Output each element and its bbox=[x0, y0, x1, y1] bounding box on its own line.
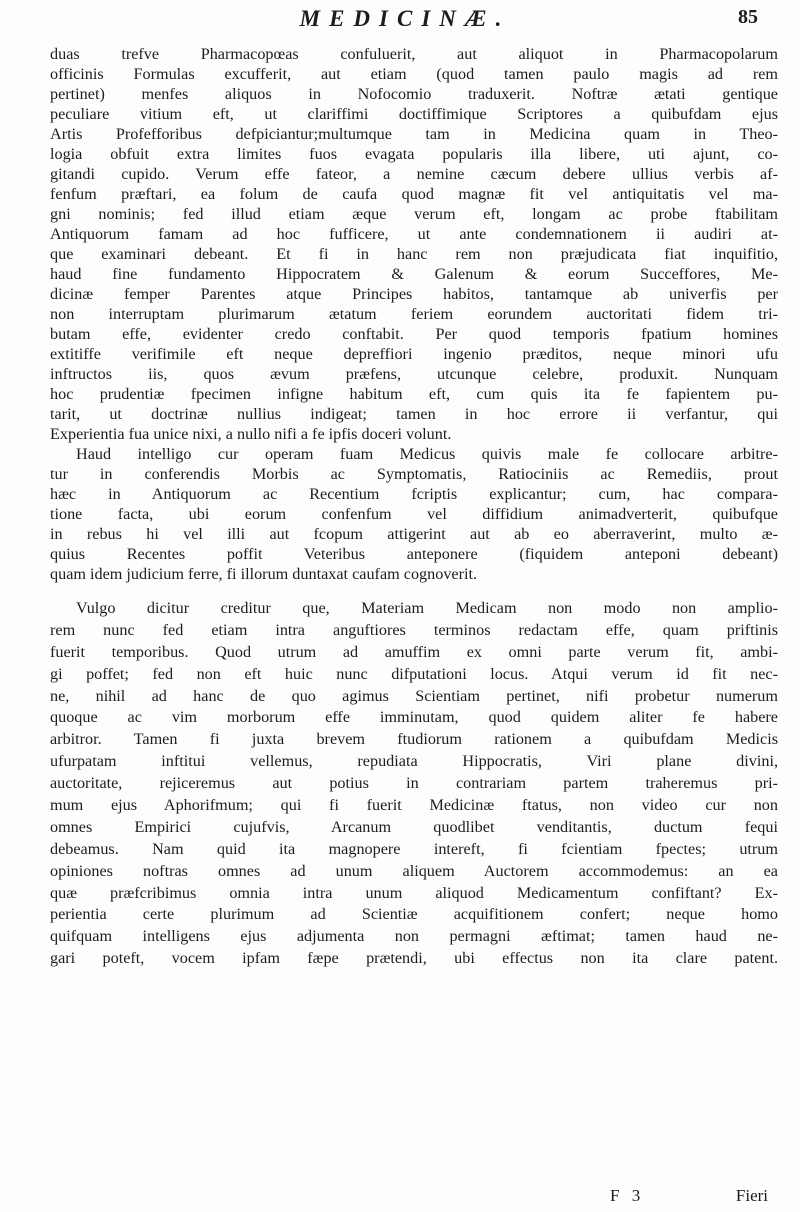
text-line: perientia certe plurimum ad Scientiæ acquifitionem confert; neque homo bbox=[50, 905, 778, 924]
text-line: ufurpatam inftitui vellemus, repudiata Hippocratis, Viri plane divini, bbox=[50, 752, 778, 771]
text-line: in rebus hi vel illi aut fcopum attigerint aut ab eo aberraverint, multo æ- bbox=[50, 525, 778, 543]
text-line: omnes Empirici cujufvis, Arcanum quodlibet venditantis, ductum fequi bbox=[50, 817, 778, 836]
paragraph bbox=[50, 44, 778, 584]
text-line: logia obfuit extra limites fuos evagata popularis illa libere, uti ajunt, co- bbox=[50, 145, 778, 163]
text-line: butam effe, evidenter credo conftabit. Per quod temporis fpatium homines bbox=[50, 325, 778, 343]
text-line: peculiare vitium eft, ut clariffimi doctiffimique Scriptores a quibufdam ejus bbox=[50, 105, 778, 123]
text-line: fenfum præftari, ea folum de caufa quod magnæ fit vel antiquitatis vel ma- bbox=[50, 185, 778, 203]
text-line: Vulgo dicitur creditur que, Materiam Medicam non modo non amplio- bbox=[76, 599, 778, 617]
paragraph bbox=[50, 598, 778, 970]
text-line: tarit, ut doctrinæ nullius indigeat; tamen in hoc errore ii verfantur, qui bbox=[50, 405, 778, 423]
text-line: Artis Profefforibus defpiciantur;multumque tam in Medicina quam in Theo- bbox=[50, 125, 778, 143]
page-number: 85 bbox=[738, 6, 758, 28]
text-line: que examinari debeant. Et fi in hanc rem non præjudicata fiat inquifitio, bbox=[50, 245, 778, 263]
text-line: inftructos iis, quos ævum præfens, utcunque celebre, produxit. Nunquam bbox=[50, 365, 778, 383]
text-line: rem nunc fed etiam intra anguftiores terminos redactam effe, quam priftinis bbox=[50, 620, 778, 639]
text-line: gari poteft, vocem ipfam fæpe prætendi, ubi effectus non ita clare patent. bbox=[50, 949, 778, 968]
text-line: extitiffe verifimile eft neque depreffiori ingenio præditos, neque minori ufu bbox=[50, 345, 778, 363]
main-text bbox=[50, 44, 778, 970]
text-line: Antiquorum famam ad hoc fufficere, ut ante condemnationem ii audiri at- bbox=[50, 225, 778, 243]
text-line: quam idem judicium ferre, fi illorum duntaxat caufam cognoverit. bbox=[50, 565, 478, 583]
text-line: fuerit temporibus. Quod utrum ad amuffim ex omni parte verum fit, ambi- bbox=[50, 642, 778, 661]
running-head bbox=[0, 6, 800, 42]
text-line: debeamus. Nam quid ita magnopere intereft, fi fcientiam fpectes; utrum bbox=[50, 839, 778, 858]
text-line: tur in conferendis Morbis ac Symptomatis, Ratiociniis ac Remediis, prout bbox=[50, 465, 778, 483]
page-footer bbox=[50, 1186, 778, 1206]
catchword: Fieri bbox=[735, 1186, 768, 1205]
text-line: gitandi cupido. Verum effe fateor, a nemine cæcum debere ullius verbis af- bbox=[50, 165, 778, 183]
running-title: MEDICINÆ. bbox=[299, 6, 511, 31]
text-line: non interruptam plurimarum ætatum feriem eorundem auctoritati fidem tri- bbox=[50, 305, 778, 323]
text-line: haud fine fundamento Hippocratem & Galenum & eorum Succeffores, Me- bbox=[50, 265, 778, 283]
text-line: tione facta, ubi eorum confenfum vel diffidium animadverterit, quibufque bbox=[50, 505, 778, 523]
text-line: quoque ac vim morborum effe imminutam, quod quidem aliter fe habere bbox=[50, 708, 778, 727]
text-line: ne, nihil ad hanc de quo agimus Scientiam pertinet, nifi probetur numerum bbox=[50, 686, 778, 705]
text-line: quius Recentes poffit Veteribus anteponere (fiquidem anteponi debeant) bbox=[50, 545, 778, 563]
text-line: Experientia fua unice nixi, a nullo nifi a fe ipfis doceri volunt. bbox=[50, 425, 452, 443]
text-line: auctoritate, rejiceremus aut potius in contrariam partem traheremus pri- bbox=[50, 774, 778, 793]
text-line: officinis Formulas excufferit, aut etiam (quod tamen paulo magis ad rem bbox=[50, 65, 778, 83]
text-line: opiniones noftras omnes ad unum aliquem Auctorem accommodemus: an ea bbox=[50, 861, 778, 880]
text-line: hoc prudentiæ fpecimen infigne habitum eft, cum quis ita fe fapientem pu- bbox=[50, 385, 778, 403]
text-line: Haud intelligo cur operam fuam Medicus quivis male fe collocare arbitre- bbox=[76, 445, 778, 463]
text-line: pertinet) menfes aliquos in Nofocomio traduxerit. Noftræ ætati gentique bbox=[50, 85, 778, 103]
text-line: mum ejus Aphorifmum; qui fi fuerit Medicinæ ftatus, non video cur non bbox=[50, 796, 778, 815]
text-line: gni nominis; fed illud etiam æque verum eft, longam ac probe ftabilitam bbox=[50, 205, 778, 223]
signature-mark: F 3 bbox=[610, 1186, 645, 1205]
text-line: arbitror. Tamen fi juxta brevem ftudiorum rationem a quibufdam Medicis bbox=[50, 730, 778, 749]
text-line: hæc in Antiquorum ac Recentium fcriptis explicantur; cum, hac compara- bbox=[50, 485, 778, 503]
text-line: gi poffet; fed non eft huic nunc difputationi locus. Atqui verum id fit nec- bbox=[50, 664, 778, 683]
text-line: dicinæ femper Parentes atque Principes habitos, tantamque ab univerfis per bbox=[50, 285, 778, 303]
text-line: duas trefve Pharmacopœas confuluerit, aut aliquot in Pharmacopolarum bbox=[50, 45, 778, 63]
text-line: quæ præfcribimus omnia intra unum aliquod Medicamentum confiftant? Ex- bbox=[50, 883, 778, 902]
text-line: quifquam intelligens ejus adjumenta non permagni æftimat; tamen haud ne- bbox=[50, 927, 778, 946]
